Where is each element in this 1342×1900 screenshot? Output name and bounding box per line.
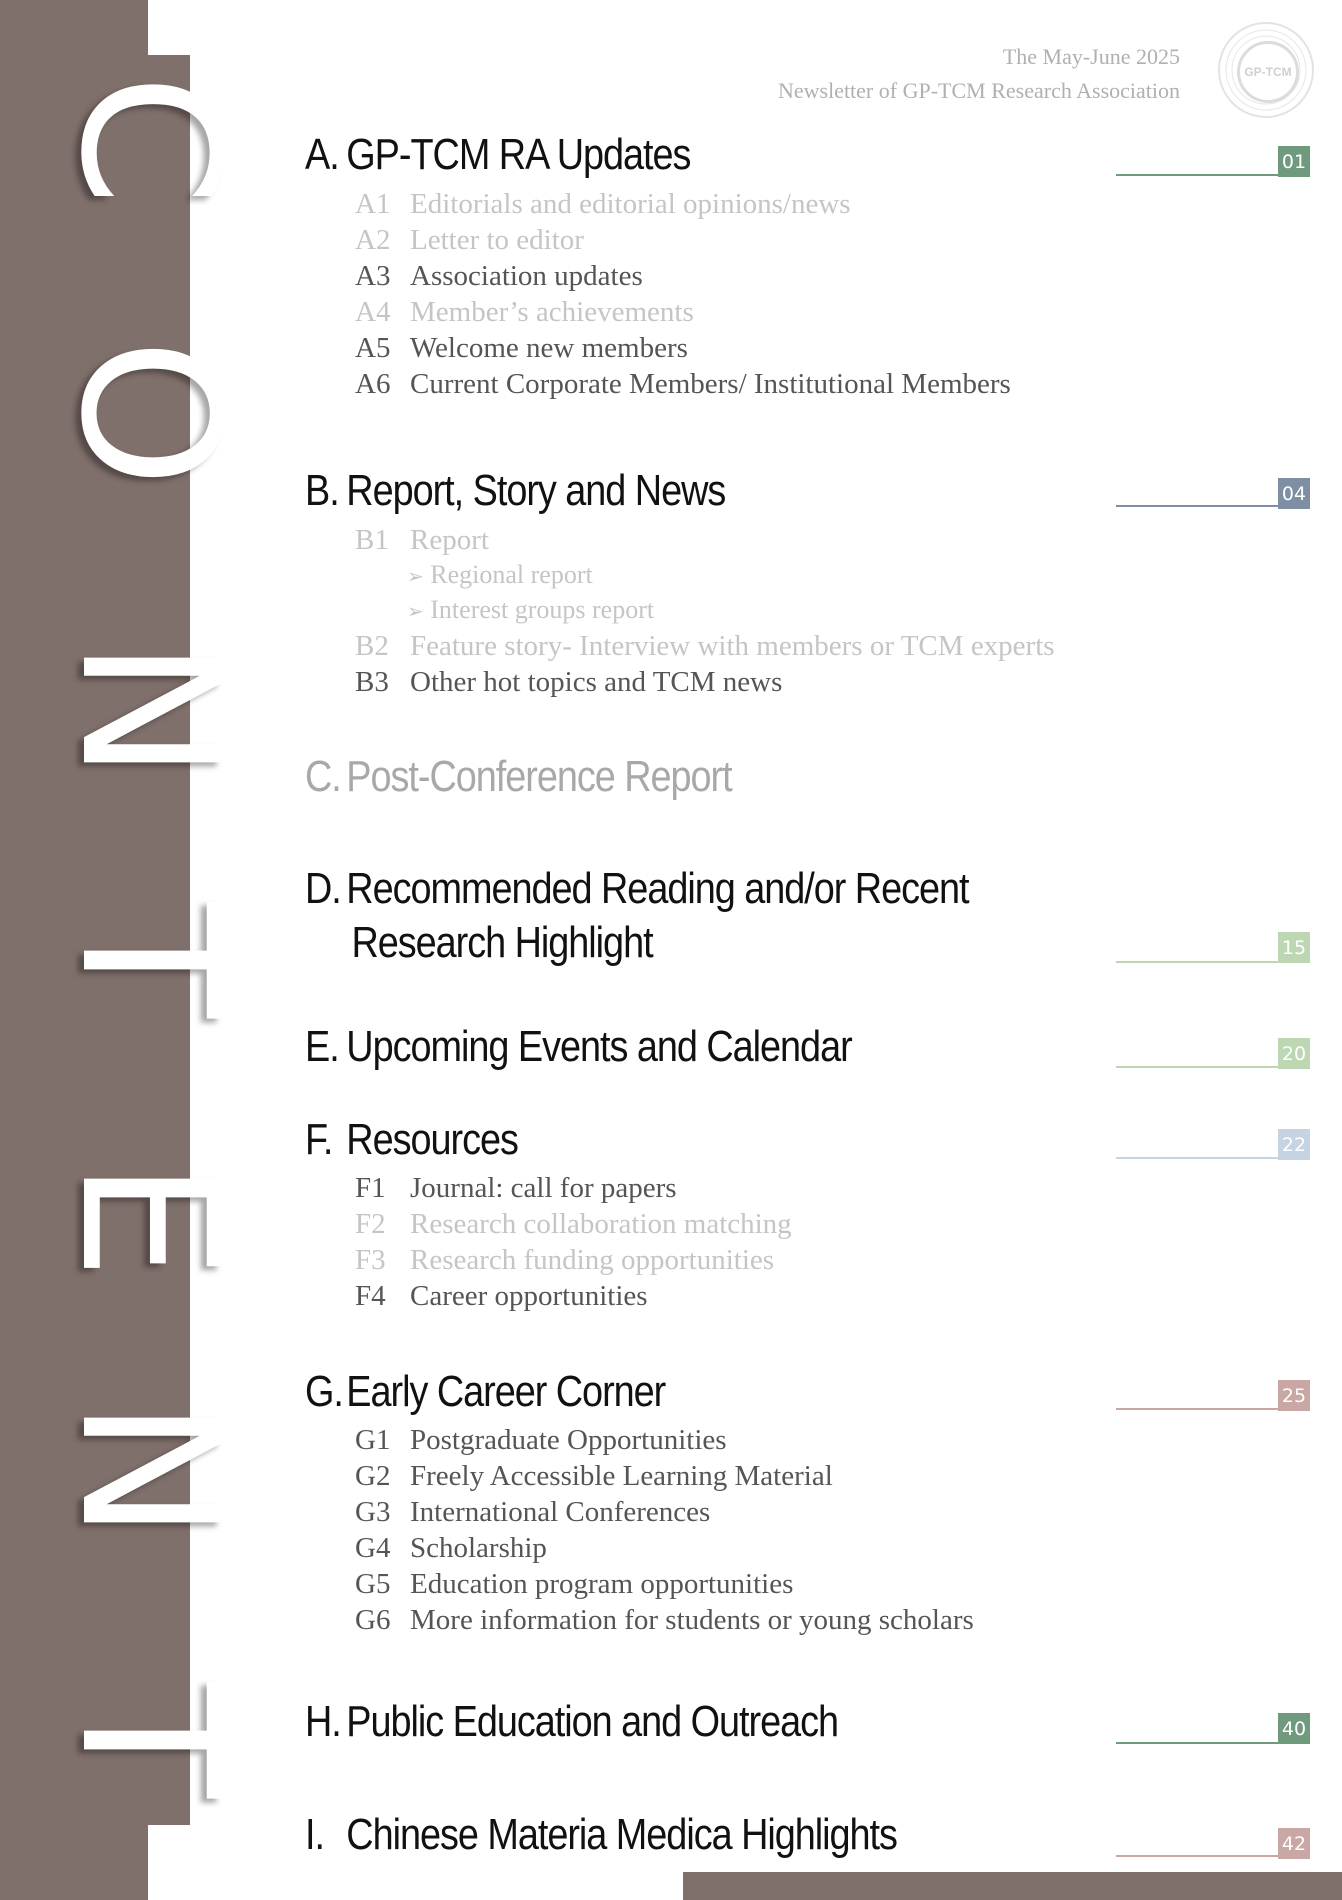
masthead bbox=[778, 40, 1180, 108]
list-item: A1 Editorials and editorial opinions/news bbox=[355, 188, 851, 220]
list-item: F3 Research funding opportunities bbox=[355, 1244, 775, 1276]
newsletter-label: Newsletter of GP-TCM Research Association bbox=[777, 78, 1180, 103]
report-bullets bbox=[355, 558, 1055, 628]
list-item: A3 Association updates bbox=[355, 260, 643, 292]
section-title-h: H. Public Education and Outreach bbox=[305, 1697, 839, 1746]
section-title-d: D. Recommended Reading and/or Recent Research Highlight bbox=[305, 864, 969, 967]
section-title-a: A. GP-TCM RA Updates bbox=[305, 130, 691, 179]
section-title-e: E. Upcoming Events and Calendar bbox=[305, 1022, 852, 1071]
page-rule bbox=[1116, 174, 1278, 176]
page-rule bbox=[1116, 505, 1278, 507]
vertical-title bbox=[0, 0, 300, 1900]
section-title-c: C. Post-Conference Report bbox=[305, 752, 732, 801]
list-item: F1 Journal: call for papers bbox=[355, 1172, 677, 1204]
page-number-i: 42 bbox=[1278, 1828, 1310, 1859]
arrow-bullet-icon: ➢ bbox=[407, 599, 424, 623]
logo-center: GP-TCM bbox=[1237, 41, 1299, 103]
section-title-f: F. Resources bbox=[305, 1115, 518, 1164]
page-number-h: 40 bbox=[1278, 1713, 1310, 1744]
list-item: B2 Feature story- Interview with members or TCM experts bbox=[355, 630, 1055, 662]
page-number-a: 01 bbox=[1278, 146, 1310, 177]
issue-label: The May-June 2025 bbox=[1002, 44, 1180, 69]
list-item: G1 Postgraduate Opportunities bbox=[355, 1424, 727, 1456]
bottom-strip bbox=[683, 1872, 1342, 1900]
vertical-letter: O bbox=[39, 338, 260, 488]
page-number-e: 20 bbox=[1278, 1038, 1310, 1069]
list-item: G5 Education program opportunities bbox=[355, 1568, 794, 1600]
list-item: A4 Member’s achievements bbox=[355, 296, 694, 328]
vertical-letter: C bbox=[39, 73, 260, 207]
list-item: B1 Report ➢ Regional report ➢ Interest groups report bbox=[355, 522, 1055, 628]
list-item: F2 Research collaboration matching bbox=[355, 1208, 792, 1240]
page-rule bbox=[1116, 1157, 1278, 1159]
page-rule bbox=[1116, 1066, 1278, 1068]
bullet-item: ➢ Regional report bbox=[407, 560, 593, 589]
subsection-list-f bbox=[355, 1170, 792, 1314]
bullet-item: ➢ Interest groups report bbox=[407, 595, 655, 624]
list-item: B3 Other hot topics and TCM news bbox=[355, 666, 783, 698]
page-rule bbox=[1116, 1408, 1278, 1410]
list-item: A5 Welcome new members bbox=[355, 332, 688, 364]
arrow-bullet-icon: ➢ bbox=[407, 564, 424, 588]
page-rule bbox=[1116, 1742, 1278, 1744]
section-title-i: I. Chinese Materia Medica Highlights bbox=[305, 1810, 897, 1859]
page-number-g: 25 bbox=[1278, 1380, 1310, 1411]
section-title-b: B. Report, Story and News bbox=[305, 466, 726, 515]
vertical-letter: E bbox=[39, 1159, 260, 1281]
vertical-letter: N bbox=[39, 638, 260, 782]
page-number-f: 22 bbox=[1278, 1129, 1310, 1160]
subsection-list-b bbox=[355, 522, 1055, 700]
list-item: F4 Career opportunities bbox=[355, 1280, 648, 1312]
list-item: G3 International Conferences bbox=[355, 1496, 711, 1528]
page-number-d: 15 bbox=[1278, 932, 1310, 963]
list-item: G6 More information for students or young scholars bbox=[355, 1604, 974, 1636]
vertical-letter: T bbox=[39, 1681, 260, 1799]
subsection-list-g bbox=[355, 1422, 974, 1638]
vertical-letter: N bbox=[39, 1398, 260, 1542]
association-logo bbox=[1218, 22, 1314, 118]
section-title-g: G.Early Career Corner bbox=[305, 1367, 666, 1416]
page-number-b: 04 bbox=[1278, 478, 1310, 509]
page-rule bbox=[1116, 1855, 1278, 1857]
vertical-letter: T bbox=[39, 901, 260, 1019]
page-rule bbox=[1116, 961, 1278, 963]
subsection-list-a bbox=[355, 186, 1011, 402]
list-item: G2 Freely Accessible Learning Material bbox=[355, 1460, 833, 1492]
list-item: A2 Letter to editor bbox=[355, 224, 584, 256]
list-item: G4 Scholarship bbox=[355, 1532, 547, 1564]
list-item: A6 Current Corporate Members/ Institutional Members bbox=[355, 368, 1011, 400]
